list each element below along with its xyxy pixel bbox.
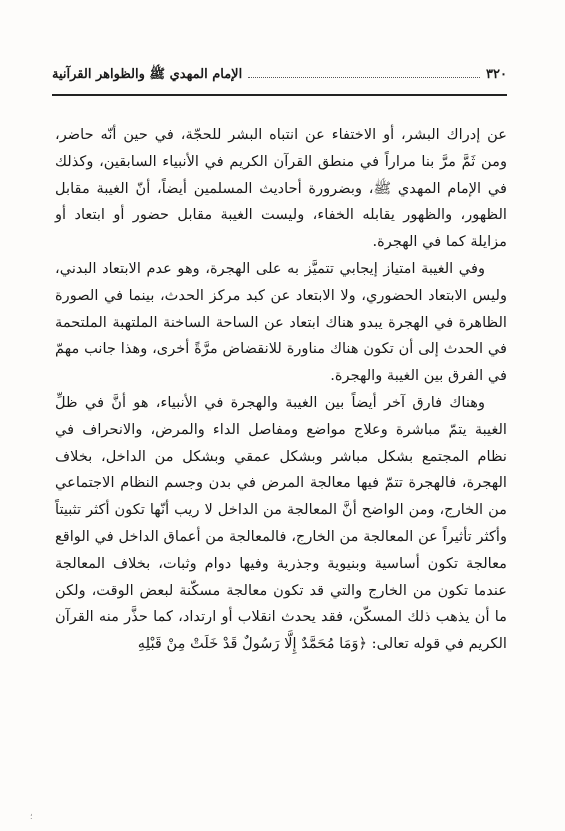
running-title: الإمام المهدي ﷺ والظواهر القرآنية	[52, 67, 243, 82]
running-header	[52, 66, 507, 86]
footer-mark: ؛	[30, 812, 33, 821]
paragraph-3: وهناك فارق آخر أيضاً بين الغيبة والهجرة في الأنبياء، هو أنَّ في ظلِّ الغيبة يتمّ مباشرة وعلاج مواضع ومفاصل الداء والمرض، والانحراف في نظام المجتمع بشكل مباشر وبشكل عمقي وبشكل من الداخل، بخلاف الهجرة، فالهجرة تتمّ فيها معالجة المرض في بدن وجسم النظام الاجتماعي من الخارج، ومن الواضح أنَّ المعالجة من الداخل لا ريب أنّها تكون أكثر تثبيتاً وأكثر تأثيراً عن المعالجة من الخارج، فالمعالجة من أعماق الداخل في الواقع معالجة تكون أساسية وبنيوية وجذرية وفيها دوام وثبات، بخلاف المعالجة عندما تكون من الخارج والتي قد تكون معالجة مسكّنة لبعض الوقت، ولكن ما أن يذهب ذلك المسكّن، فقد يحدث انقلاب أو ارتداد، كما حذَّر منه القرآن الكريم في قوله تعالى: ﴿وَمَا مُحَمَّدٌ إِلَّا رَسُولٌ قَدْ خَلَتْ مِنْ قَبْلِهِ	[55, 393, 507, 653]
header-dotted-leader	[248, 69, 480, 78]
paragraph-2: وفي الغيبة امتياز إيجابي تتميَّز به على الهجرة، وهو عدم الابتعاد البدني، وليس الابتعاد الحضوري، ولا الابتعاد عن كبد مركز الحدث، بينما في الصورة الظاهرة في الهجرة يبدو هناك ابتعاد عن الساحة الساخنة الملتهبة الملتحمة في الحدث إلى أن تكون هناك مناورة للانقضاض مرَّةً أخرى، وهذا جانب مهمّ في الفرق بين الغيبة والهجرة.	[55, 259, 507, 385]
page-number: ٣٢٠	[486, 67, 507, 82]
paragraph-1: عن إدراك البشر، أو الاختفاء عن انتباه البشر للحجّة، في حين أنّه حاضر، ومن ثَمَّ مرَّ بنا مراراً في منطق القرآن الكريم في الأنبياء السابقين، وكذلك في الإمام المهدي ﷺ، وبضرورة أحاديث المسلمين أيضاً، أنّ الغيبة مقابل الظهور، والظهور يقابله الخفاء، وليست الغيبة مقابل حضور أو ابتعاد أو مزايلة كما في الهجرة.	[55, 126, 507, 251]
header-rule	[52, 94, 507, 96]
body-text	[55, 122, 507, 658]
